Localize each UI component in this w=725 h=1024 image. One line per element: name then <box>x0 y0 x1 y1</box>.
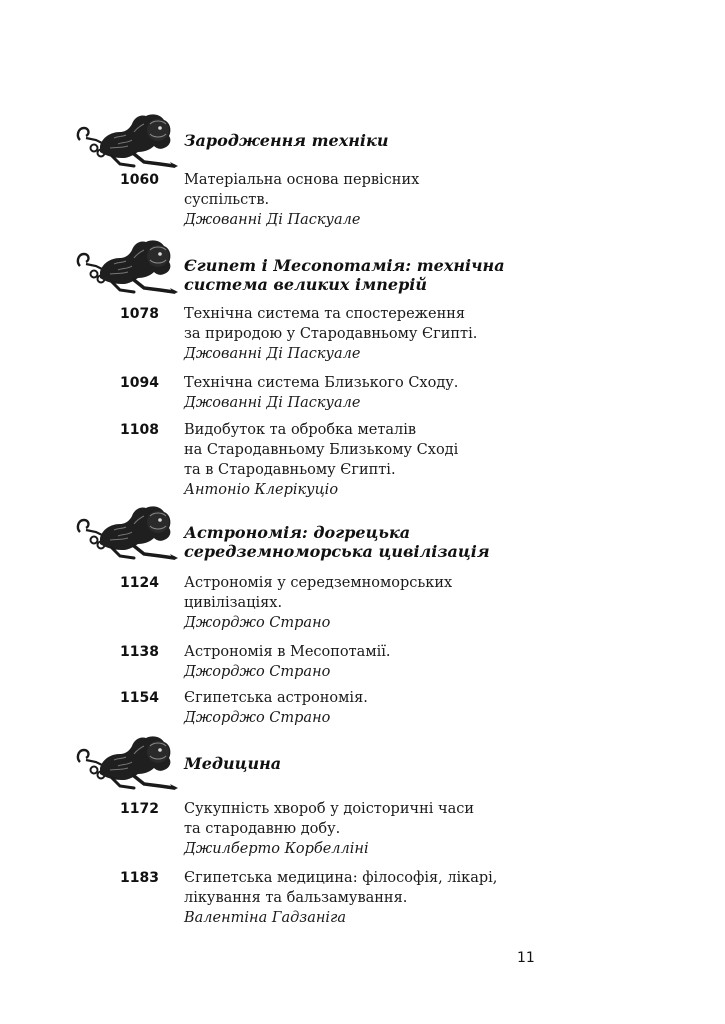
entry-author: Джорджо Страно <box>184 710 331 726</box>
section-title: Зародження техніки <box>184 131 389 150</box>
entry-page-number: 1060 <box>120 172 159 188</box>
entry-page-number: 1138 <box>120 644 159 660</box>
entry-page-number: 1124 <box>120 575 159 591</box>
winged-lion-icon <box>74 732 180 794</box>
entry-title: Єгипетська медицина: філософія, лікарі, лікування та бальзамування. <box>184 870 498 906</box>
entry-body <box>184 573 514 633</box>
entry-title: Сукупність хвороб у доісторичні часи та стародавню добу. <box>184 801 475 837</box>
entry-author: Валентіна Гадзаніга <box>184 910 347 926</box>
entry-body <box>184 642 514 682</box>
entry-title: Астрономія у середземноморських цивілізаціях. <box>184 575 453 611</box>
entry-body <box>184 420 514 500</box>
entry-author: Антоніо Клерікуціо <box>184 482 339 498</box>
entry-body <box>184 688 514 728</box>
entry-body <box>184 868 514 928</box>
section-title: Медицина <box>184 754 282 773</box>
section-title: Астрономія: догрецька середземноморська цивілізація <box>184 523 490 561</box>
entry-title: Видобуток та обробка металів на Стародавньому Близькому Сході та в Стародавньому Єгипті. <box>184 422 459 478</box>
entry-title: Астрономія в Месопотамії. <box>184 644 391 660</box>
entry-author: Джилберто Корбелліні <box>184 841 369 857</box>
entry-page-number: 1094 <box>120 375 159 391</box>
entry-title: Технічна система та спостереження за природою у Стародавньому Єгипті. <box>184 306 478 342</box>
entry-page-number: 1172 <box>120 801 159 817</box>
page-number: 11 <box>517 950 535 966</box>
entry-body <box>184 170 514 230</box>
winged-lion-icon <box>74 502 180 564</box>
entry-body <box>184 373 514 413</box>
entry-body <box>184 799 514 859</box>
entry-page-number: 1183 <box>120 870 159 886</box>
entry-body <box>184 304 514 364</box>
entry-author: Джованні Ді Паскуале <box>184 395 361 411</box>
winged-lion-icon <box>74 236 180 298</box>
entry-page-number: 1078 <box>120 306 159 322</box>
section-title: Єгипет і Месопотамія: технічна система великих імперій <box>184 256 505 294</box>
entry-page-number: 1108 <box>120 422 159 438</box>
entry-author: Джорджо Страно <box>184 664 331 680</box>
entry-title: Технічна система Близького Сходу. <box>184 375 459 391</box>
entry-author: Джорджо Страно <box>184 615 331 631</box>
entry-author: Джованні Ді Паскуале <box>184 346 361 362</box>
entry-title: Єгипетська астрономія. <box>184 690 368 706</box>
winged-lion-icon <box>74 110 180 172</box>
entry-page-number: 1154 <box>120 690 159 706</box>
entry-author: Джованні Ді Паскуале <box>184 212 361 228</box>
entry-title: Матеріальна основа первісних суспільств. <box>184 172 420 208</box>
